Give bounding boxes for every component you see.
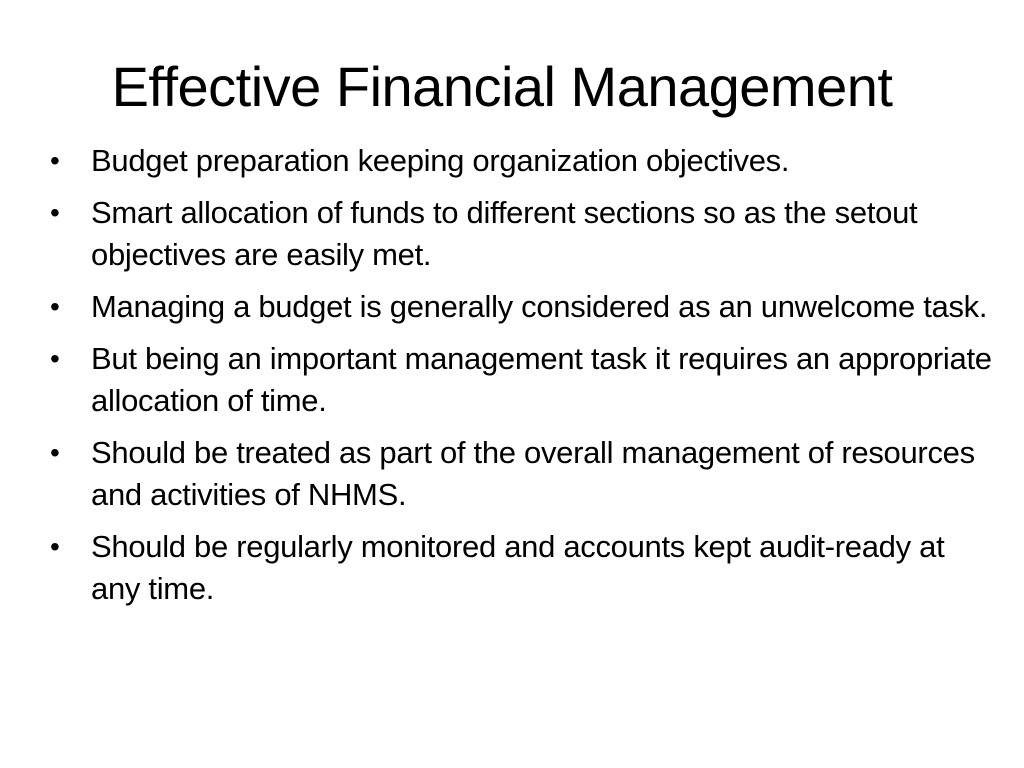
bullet-text: Budget preparation keeping organization objectives. [91, 143, 790, 178]
bullet-icon: • [50, 145, 60, 176]
list-item [50, 432, 1000, 516]
bullet-text: Should be treated as part of the overall management of resources and activities of NHMS. [91, 435, 975, 512]
list-item [50, 338, 1000, 422]
slide-title: Effective Financial Management [111, 55, 893, 118]
bullet-text: Smart allocation of funds to different sections so as the setout objectives are easily met. [91, 195, 918, 272]
bullet-icon: • [50, 291, 60, 322]
bullet-text: But being an important management task it requires an appropriate allocation of time. [91, 341, 992, 418]
list-item [50, 192, 1000, 276]
bullet-text: Managing a budget is generally considered as an unwelcome task. [91, 289, 988, 324]
bullet-text: Should be regularly monitored and accounts kept audit-ready at any time. [91, 529, 945, 606]
bullet-icon: • [50, 531, 60, 562]
list-item [50, 526, 1000, 610]
bullet-icon: • [50, 197, 60, 228]
list-item [50, 140, 1000, 182]
bullet-list [50, 140, 1000, 620]
list-item [50, 286, 1000, 328]
bullet-icon: • [50, 343, 60, 374]
bullet-icon: • [50, 437, 60, 468]
